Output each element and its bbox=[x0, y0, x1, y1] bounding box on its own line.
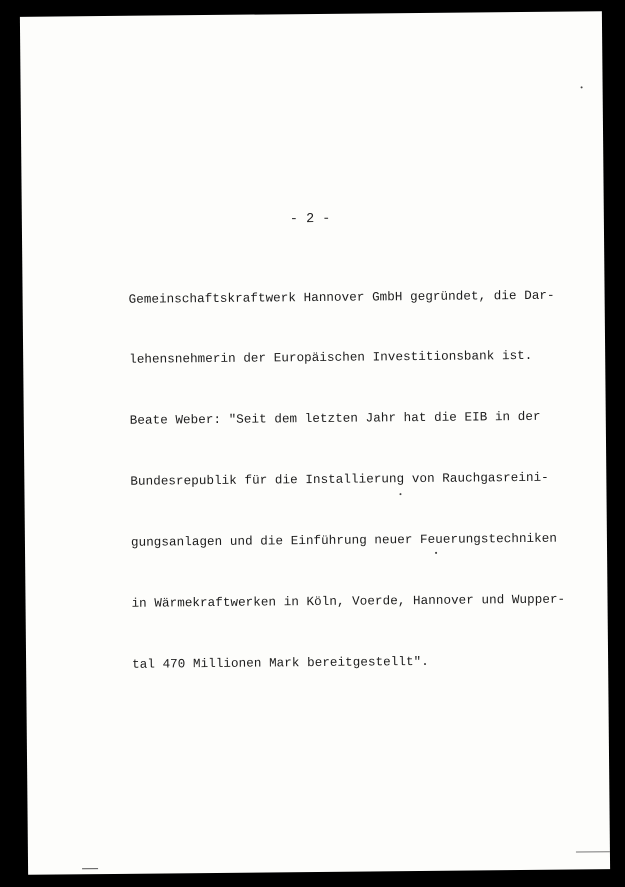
scan-edge-mark bbox=[82, 868, 98, 869]
scan-edge-mark bbox=[576, 851, 610, 852]
text-line: Gemeinschaftskraftwerk Hannover GmbH gegründet, die Dar- bbox=[128, 288, 555, 307]
page-number: - 2 - bbox=[289, 211, 331, 228]
document-page bbox=[20, 11, 610, 875]
text-line: gungsanlagen und die Einführung neuer Feuerungstechniken bbox=[130, 531, 558, 550]
scan-speck bbox=[581, 86, 583, 88]
scan-speck bbox=[399, 493, 401, 495]
text-line: lehensnehmerin der Europäischen Investitionsbank ist. bbox=[129, 349, 533, 368]
text-line: in Wärmekraftwerken in Köln, Voerde, Hannover und Wupper- bbox=[131, 592, 566, 611]
text-line: tal 470 Millionen Mark bereitgestellt". bbox=[132, 654, 429, 672]
scan-speck bbox=[435, 552, 437, 554]
body-paragraph bbox=[128, 245, 566, 716]
text-line: Bundesrepublik für die Installierung von Rauchgasreini- bbox=[130, 471, 549, 490]
text-line: Beate Weber: "Seit dem letzten Jahr hat die EIB in der bbox=[129, 410, 541, 429]
